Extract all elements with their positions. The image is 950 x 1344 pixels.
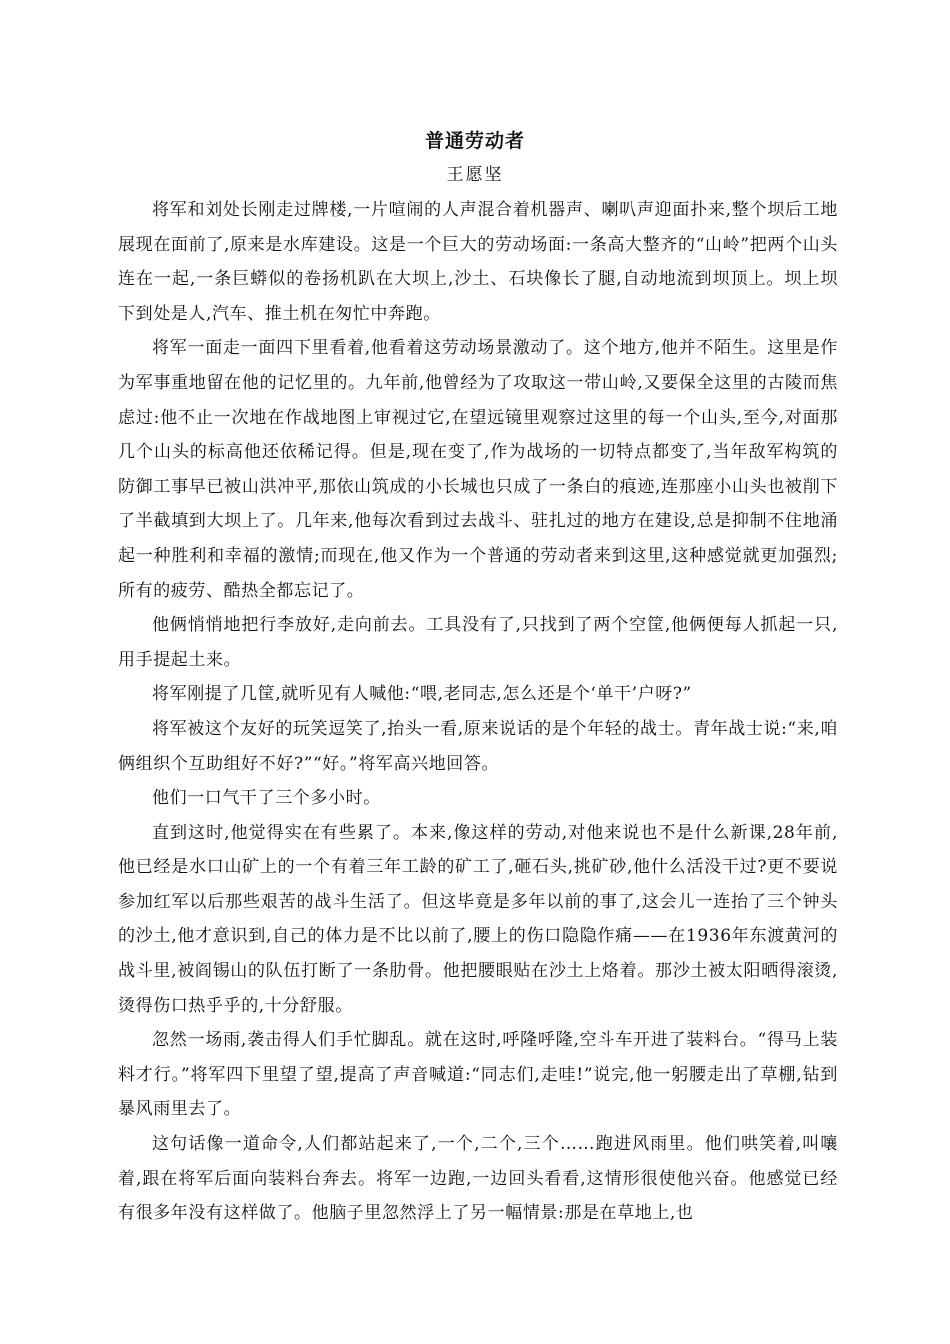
paragraph: 将军和刘处长刚走过牌楼,一片喧闹的人声混合着机器声、喇叭声迎面扑来,整个坝后工地展现在面前了,原来是水库建设。这是一个巨大的劳动场面:一条高大整齐的“山岭”把两个山头连在一起,一条巨蟒似的卷扬机趴在大坝上,沙土、石块像长了腿,自动地流到坝顶上。坝上坝下到处是人,汽车、推土机在匆忙中奔跑。 — [118, 200, 838, 324]
paragraph: 忽然一场雨,袭击得人们手忙脚乱。就在这时,呼隆呼隆,空斗车开进了装料台。“得马上装料才行。”将军四下里望了望,提高了声音喊道:“同志们,走哇!”说完,他一躬腰走出了草棚,钻到暴风雨里去了。 — [118, 1030, 838, 1120]
paragraph: 直到这时,他觉得实在有些累了。本来,像这样的劳动,对他来说也不是什么新课,28年前,他已经是水口山矿上的一个有着三年工龄的矿工了,砸石头,挑矿砂,他什么活没干过?更不要说参加红军以后那些艰苦的战斗生活了。但这毕竟是多年以前的事了,这会儿一连抬了三个钟头的沙土,他才意识到,自己的体力是不比以前了,腰上的伤口隐隐作痛——在1936年东渡黄河的战斗里,被阎锡山的队伍打断了一条肋骨。他把腰眼贴在沙土上烙着。那沙土被太阳晒得滚烫,烫得伤口热乎乎的,十分舒服。 — [118, 822, 838, 1016]
paragraph: 将军被这个友好的玩笑逗笑了,抬头一看,原来说话的是个年轻的战士。青年战士说:“来,咱俩组织个互助组好不好?”“好。”将军高兴地回答。 — [118, 718, 838, 774]
article-title: 普通劳动者 — [424, 130, 525, 152]
paragraph: 这句话像一道命令,人们都站起来了,一个,二个,三个……跑进风雨里。他们哄笑着,叫嚷着,跟在将军后面向装料台奔去。将军一边跑,一边回头看看,这情形很使他兴奋。他感觉已经有很多年没有这样做了。他脑子里忽然浮上了另一幅情景:那是在草地上,也 — [118, 1134, 838, 1224]
paragraph: 他俩悄悄地把行李放好,走向前去。工具没有了,只找到了两个空筐,他俩便每人抓起一只,用手提起土来。 — [118, 615, 838, 670]
paragraph: 将军刚提了几筐,就听见有人喊他:“喂,老同志,怎么还是个‘单干’户呀?” — [152, 684, 692, 705]
article-body — [118, 193, 838, 1231]
article-author: 王愿坚 — [446, 165, 504, 185]
paragraph: 将军一面走一面四下里看着,他看着这劳动场景激动了。这个地方,他并不陌生。这里是作为军事重地留在他的记忆里的。九年前,他曾经为了攻取这一带山岭,又要保全这里的古陵而焦虑过:他不止一次地在作战地图上审视过它,在望远镜里观察过这里的每一个山头,至今,对面那几个山头的标高他还依稀记得。但是,现在变了,作为战场的一切特点都变了,当年敌军构筑的防御工事早已被山洪冲平,那依山筑成的小长城也只成了一条白的痕迹,连那座小山头也被削下了半截填到大坝上了。几年来,他每次看到过去战斗、驻扎过的地方在建设,总是抑制不住地涌起一种胜利和幸福的激情;而现在,他又作为一个普通的劳动者来到这里,这种感觉就更加强烈;所有的疲劳、酷热全都忘记了。 — [118, 338, 838, 601]
paragraph: 他们一口气干了三个多小时。 — [152, 788, 381, 809]
